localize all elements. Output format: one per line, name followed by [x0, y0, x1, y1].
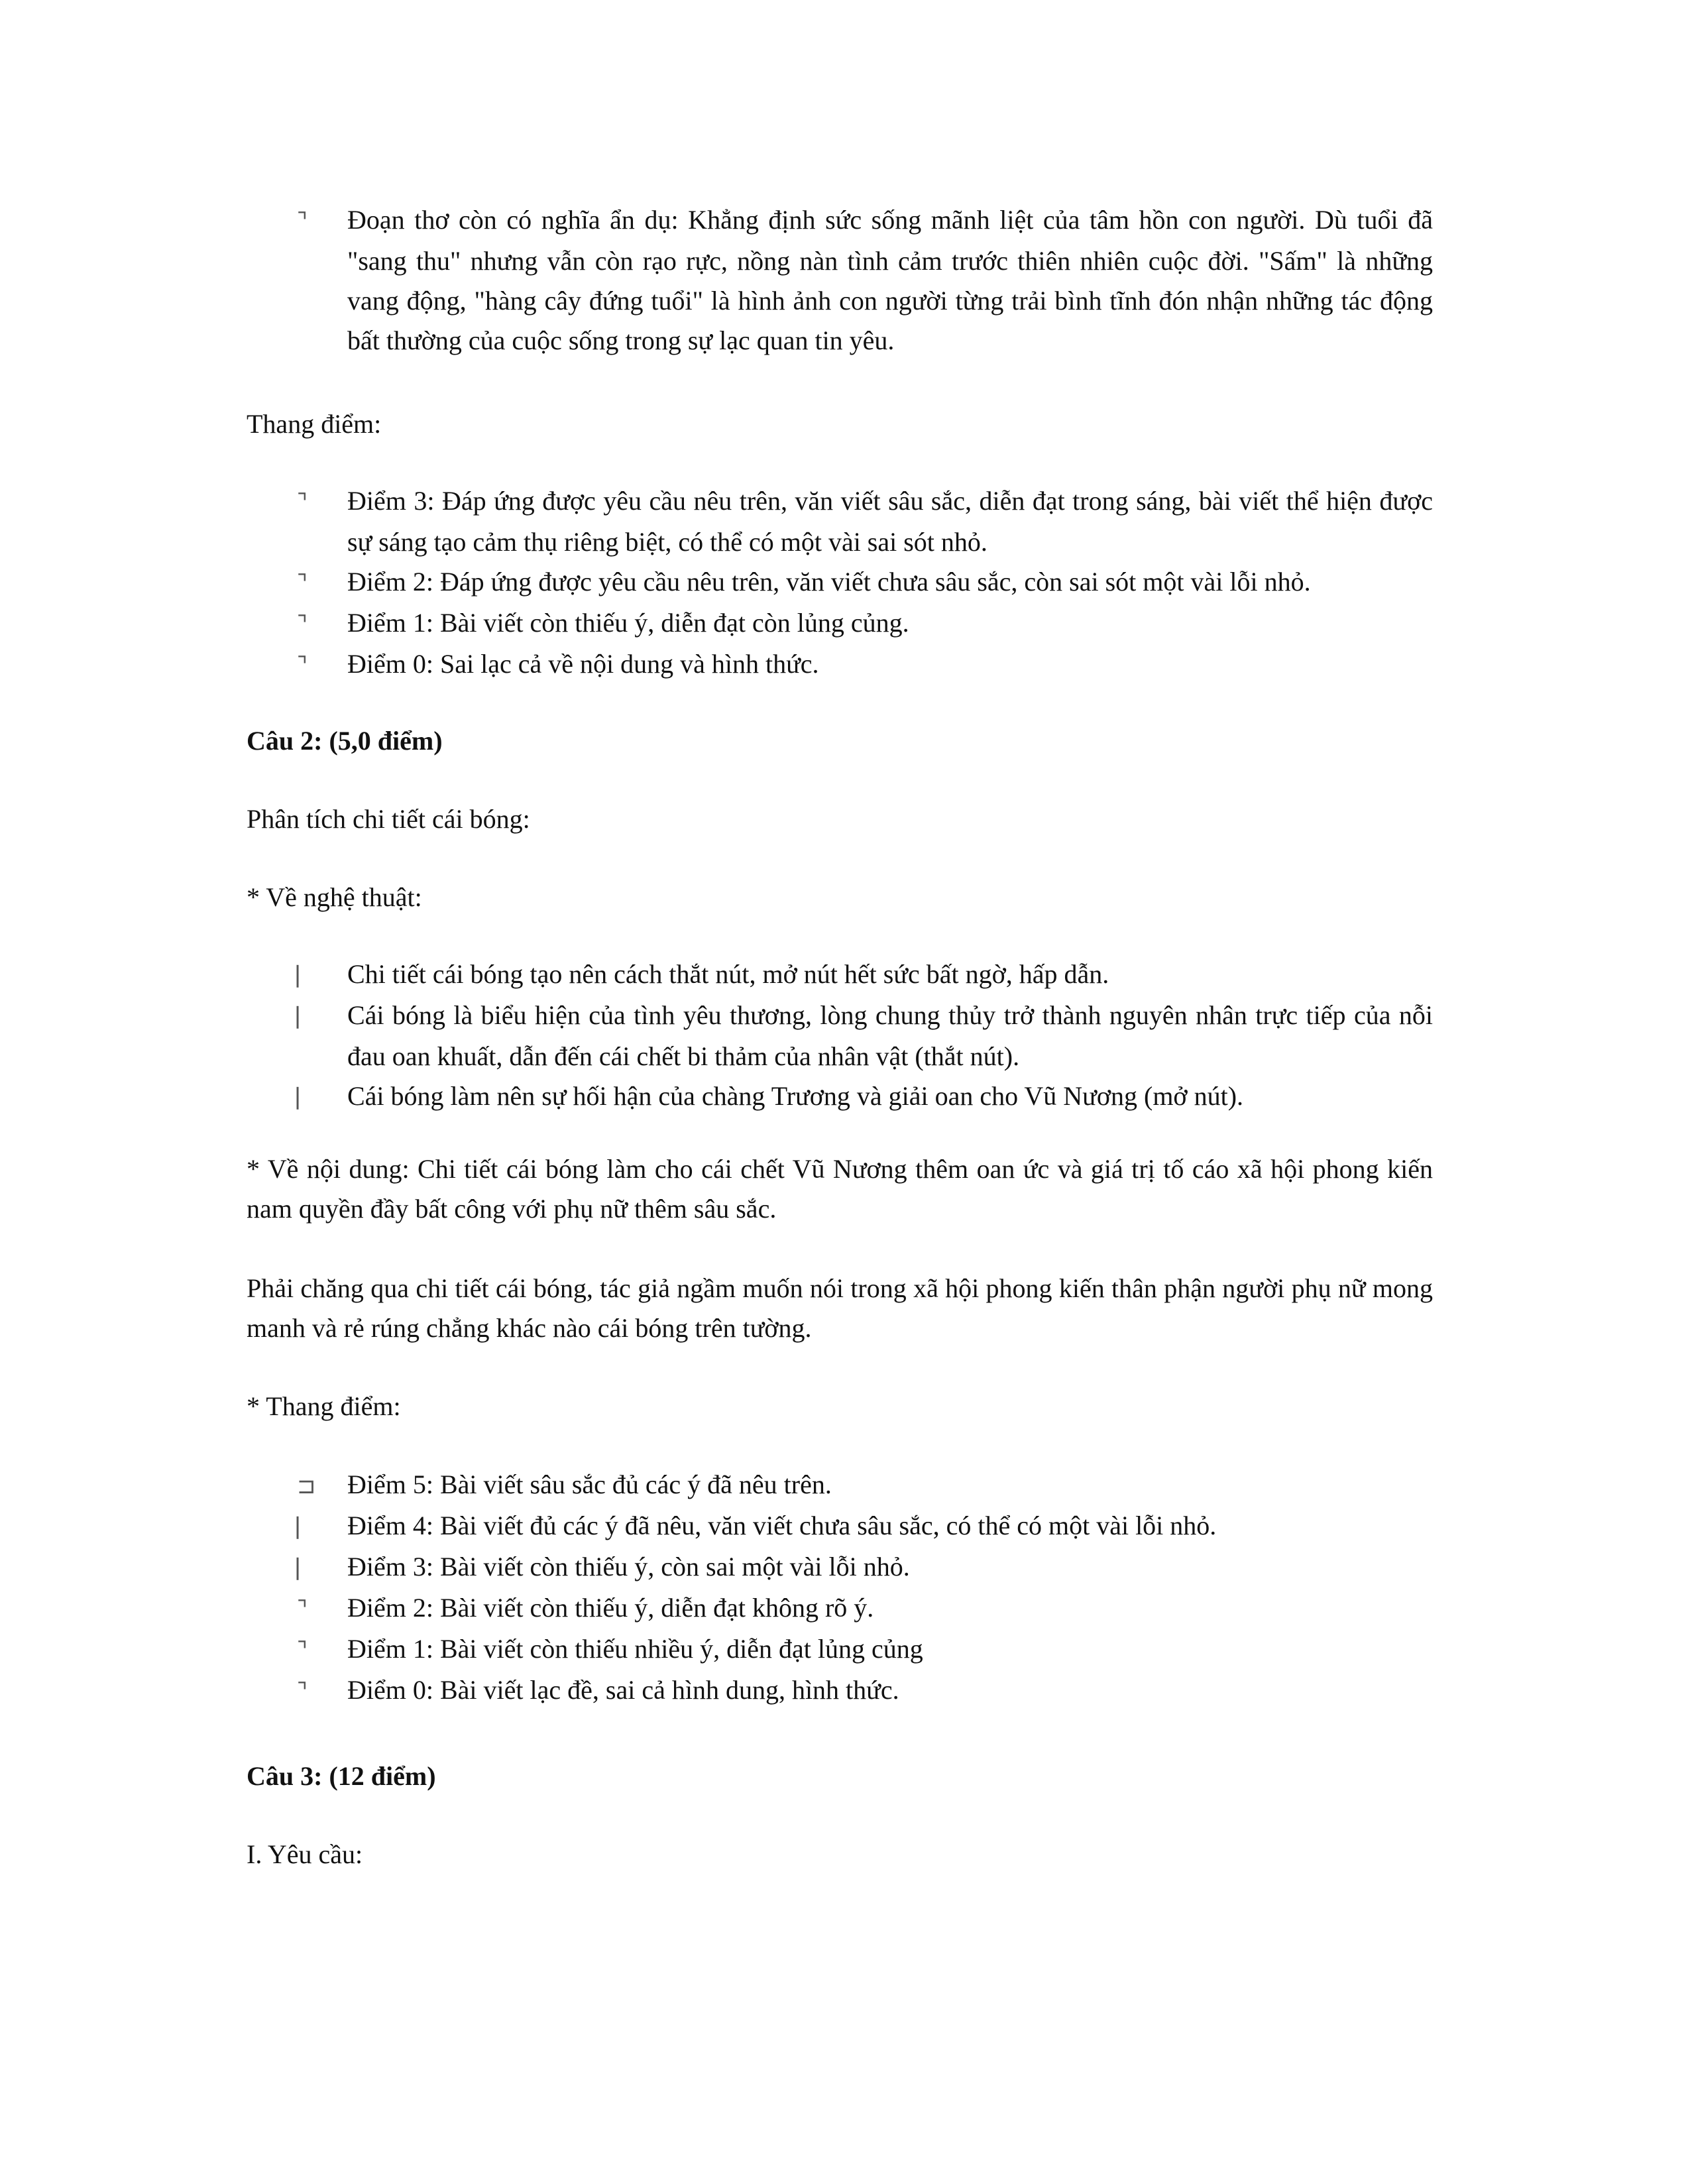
list-item-text: Điểm 2: Đáp ứng được yêu cầu nêu trên, văn viết chưa sâu sắc, còn sai sót một vài lỗi nhỏ.: [347, 567, 1311, 597]
list-item-text: Điểm 0: Bài viết lạc đề, sai cả hình dung, hình thức.: [347, 1675, 899, 1705]
list-item: [247, 1506, 1433, 1547]
list-item-text: Cái bóng làm nên sự hối hận của chàng Trương và giải oan cho Vũ Nương (mở nút).: [347, 1081, 1244, 1111]
bullet-marker: ⎸: [297, 1555, 319, 1581]
list-item: [247, 644, 1433, 685]
q2-scale-list: [247, 1465, 1433, 1711]
art-title-block: [247, 878, 1433, 917]
list-item-text: Điểm 2: Bài viết còn thiếu ý, diễn đạt không rõ ý.: [347, 1593, 874, 1623]
list-item-text: Điểm 1: Bài viết còn thiếu ý, diễn đạt còn lủng củng.: [347, 608, 909, 638]
bullet-marker: ⎸: [297, 1004, 319, 1030]
question2-heading-block: [247, 721, 1433, 761]
content-paragraph: * Về nội dung: Chi tiết cái bóng làm cho cái chết Vũ Nương thêm oan ức và giá trị tố cáo xã hội phong kiến nam quyền đầy bất công với phụ nữ thêm sâu sắc.: [247, 1154, 1433, 1224]
list-item: [247, 481, 1433, 562]
art-title: * Về nghệ thuật:: [247, 882, 422, 912]
list-item-text: Điểm 0: Sai lạc cả về nội dung và hình thức.: [347, 649, 819, 679]
list-item-text: Điểm 5: Bài viết sâu sắc đủ các ý đã nêu trên.: [347, 1469, 832, 1499]
scale-list-block: [247, 481, 1433, 685]
q2-scale-title-block: [247, 1387, 1433, 1426]
bullet-marker: ⎸: [297, 1514, 319, 1540]
art-list-block: [247, 954, 1433, 1118]
list-item: [247, 1465, 1433, 1506]
question2-heading: Câu 2: (5,0 điểm): [247, 726, 443, 756]
question3-heading-block: [247, 1756, 1433, 1796]
list-item: [247, 1588, 1433, 1629]
requirement-title: I. Yêu cầu:: [247, 1839, 363, 1869]
list-item-text: Điểm 3: Đáp ứng được yêu cầu nêu trên, văn viết sâu sắc, diễn đạt trong sáng, bài viết thể hiện được sự sáng tạo cảm thụ riêng biệt, có thể có một vài sai sót nhỏ.: [347, 486, 1433, 557]
list-item: [247, 1670, 1433, 1711]
q2-scale-list-block: [247, 1465, 1433, 1711]
list-item: [247, 603, 1433, 644]
bullet-marker: ⌝: [297, 489, 308, 516]
scale-title-block: [247, 404, 1433, 444]
list-item-text: Điểm 1: Bài viết còn thiếu nhiều ý, diễn đạt lủng củng: [347, 1634, 923, 1664]
requirement-title-block: [247, 1835, 1433, 1874]
bullet-marker: ⌝: [297, 1596, 308, 1623]
question2-intro: Phân tích chi tiết cái bóng:: [247, 804, 530, 834]
list-item-text: Đoạn thơ còn có nghĩa ẩn dụ: Khẳng định sức sống mãnh liệt của tâm hồn con người. Dù tuổi đã "sang thu" nhưng vẫn còn rạo rực, nồng nàn tình cảm trước thiên nhiên cuộc đời. "Sấm" là những vang động, "hàng cây đứng tuổi" là hình ảnh con người từng trải bình tĩnh đón nhận những tác động bất thường của cuộc sống trong sự lạc quan tin yêu.: [347, 205, 1433, 355]
bullet-marker: ⌝: [297, 208, 308, 235]
question2-intro-block: [247, 799, 1433, 839]
list-item-text: Điểm 4: Bài viết đủ các ý đã nêu, văn viết chưa sâu sắc, có thể có một vài lỗi nhỏ.: [347, 1511, 1217, 1540]
list-item: [247, 200, 1433, 361]
list-item-text: Cái bóng là biểu hiện của tình yêu thương, lòng chung thủy trở thành nguyên nhân trực tiếp của nỗi đau oan khuất, dẫn đến cái chết bi thảm của nhân vật (thắt nút).: [347, 1000, 1433, 1071]
list-item: [247, 1547, 1433, 1588]
bullet-marker: ⌝: [297, 570, 308, 597]
metaphor-list: [247, 200, 1433, 361]
content-para-block: [247, 1149, 1433, 1229]
list-item: [247, 996, 1433, 1076]
list-item: [247, 954, 1433, 996]
bullet-marker: ⎸: [297, 962, 319, 989]
art-list: [247, 954, 1433, 1118]
q2-scale-title: * Thang điểm:: [247, 1391, 401, 1421]
list-item-text: Chi tiết cái bóng tạo nên cách thắt nút, mở nút hết sức bất ngờ, hấp dẫn.: [347, 959, 1109, 989]
list-item: [247, 1629, 1433, 1670]
reflection-para-block: [247, 1269, 1433, 1348]
reflection-paragraph: Phải chăng qua chi tiết cái bóng, tác giả ngầm muốn nói trong xã hội phong kiến thân phận người phụ nữ mong manh và rẻ rúng chẳng khác nào cái bóng trên tường.: [247, 1273, 1433, 1343]
list-item: [247, 1076, 1433, 1118]
scale-title: Thang điểm:: [247, 409, 382, 439]
bullet-marker: ⌝: [297, 1637, 308, 1664]
bullet-marker: ⊐: [297, 1473, 316, 1499]
list-item: [247, 562, 1433, 603]
question3-heading: Câu 3: (12 điểm): [247, 1761, 436, 1791]
bullet-marker: ⌝: [297, 1678, 308, 1705]
bullet-marker: ⌝: [297, 611, 308, 638]
bullet-marker: ⌝: [297, 652, 308, 679]
scale-list: [247, 481, 1433, 685]
bullet-marker: ⎸: [297, 1084, 319, 1111]
metaphor-block: [247, 200, 1433, 361]
list-item-text: Điểm 3: Bài viết còn thiếu ý, còn sai một vài lỗi nhỏ.: [347, 1552, 910, 1581]
